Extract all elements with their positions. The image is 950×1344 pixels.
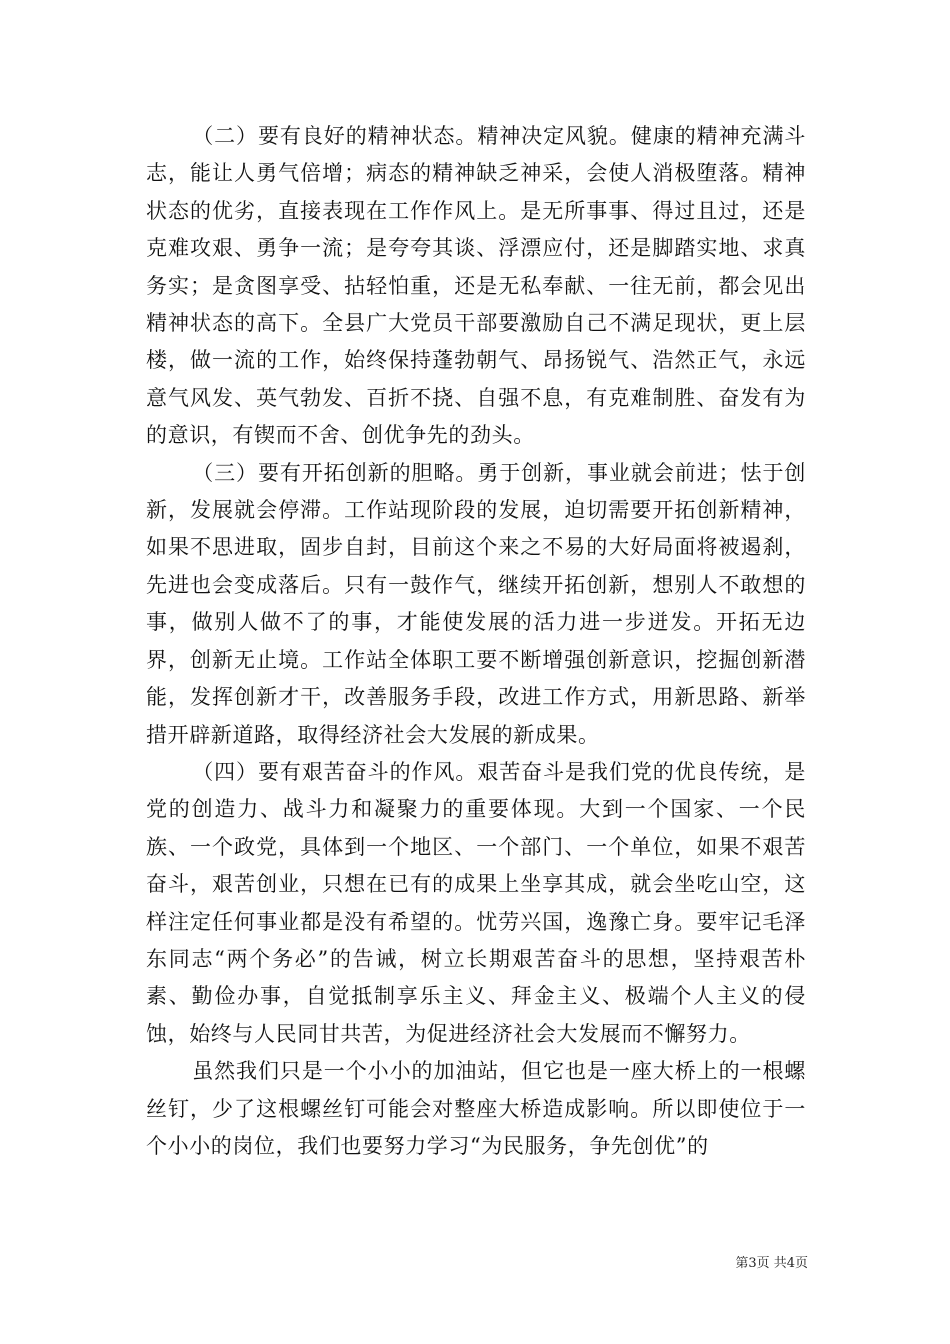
- paragraph-spirit-state: （二）要有良好的精神状态。精神决定风貌。健康的精神充满斗志，能让人勇气倍增；病态的精神缺乏神采，会使人消极堕落。精神状态的优劣，直接表现在工作作风上。是无所事事、得过且过，还是克难攻艰、勇争一流；是夸夸其谈、浮漂应付，还是脚踏实地、求真务实；是贪图享受、拈轻怕重，还是无私奉献、一往无前，都会见出精神状态的高下。全县广大党员干部要激励自己不满足现状，更上层楼，做一流的工作，始终保持蓬勃朝气、昂扬锐气、浩然正气，永远意气风发、英气勃发、百折不挠、自强不息，有克难制胜、奋发有为的意识，有锲而不舍、创优争先的劲头。: [146, 124, 806, 448]
- page-number-footer: 第3页 共4页: [735, 1256, 808, 1271]
- paragraph-hard-work: （四）要有艰苦奋斗的作风。艰苦奋斗是我们党的优良传统，是党的创造力、战斗力和凝聚力的重要体现。大到一个国家、一个民族、一个政党，具体到一个地区、一个部门、一个单位，如果不艰苦奋斗，艰苦创业，只想在已有的成果上坐享其成，就会坐吃山空，这样注定任何事业都是没有希望的。忧劳兴国，逸豫亡身。要牢记毛泽东同志“两个务必”的告诫，树立长期艰苦奋斗的思想，坚持艰苦朴素、勤俭办事，自觉抵制享乐主义、拜金主义、极端个人主义的侵蚀，始终与人民同甘共苦，为促进经济社会大发展而不懈努力。: [146, 759, 806, 1046]
- paragraph-innovation: （三）要有开拓创新的胆略。勇于创新，事业就会前进；怯于创新，发展就会停滞。工作站现阶段的发展，迫切需要开拓创新精神，如果不思进取，固步自封，目前这个来之不易的大好局面将被遏刹，先进也会变成落后。只有一鼓作气，继续开拓创新，想别人不敢想的事，做别人做不了的事，才能使发展的活力进一步迸发。开拓无边界，创新无止境。工作站全体职工要不断增强创新意识，挖掘创新潜能，发挥创新才干，改善服务手段，改进工作方式，用新思路、新举措开辟新道路，取得经济社会大发展的新成果。: [146, 460, 806, 747]
- body-text: [146, 118, 806, 1165]
- paragraph-gas-station: 虽然我们只是一个小小的加油站，但它也是一座大桥上的一根螺丝钉，少了这根螺丝钉可能会对整座大桥造成影响。所以即使位于一个小小的岗位，我们也要努力学习“为民服务，争先创优”的: [146, 1059, 806, 1158]
